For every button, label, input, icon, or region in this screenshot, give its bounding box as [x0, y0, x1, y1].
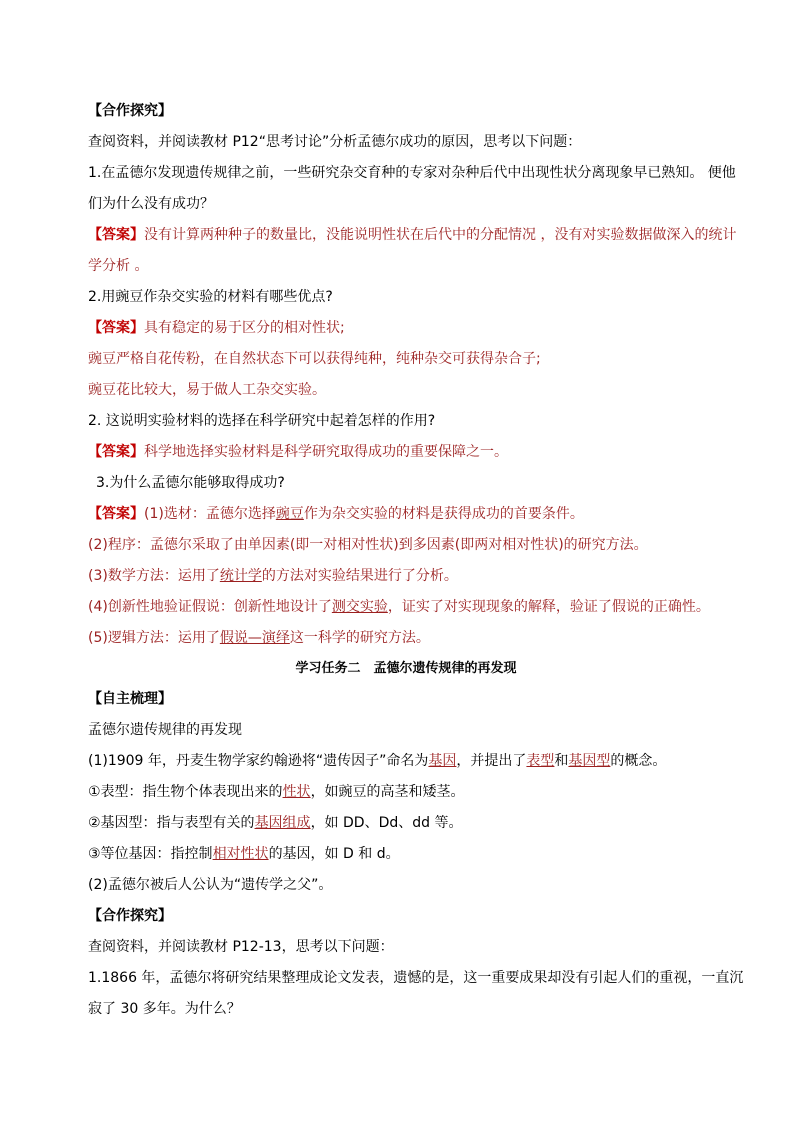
underlined-term: 基因组成 — [254, 815, 311, 831]
task-2-title: 学习任务二 孟德尔遗传规律的再发现 — [295, 661, 517, 676]
section-heading-cooperative-inquiry: 【合作探究】 — [88, 103, 172, 119]
answer-4-item-1-pre: (1)选材：孟德尔选择 — [144, 506, 276, 522]
answer-4-item-1 — [88, 499, 724, 530]
answer-4-item-1-post: 作为杂交实验的材料是获得成功的首要条件。 — [303, 506, 584, 522]
point-allele-post: 的基因，如 D 和 d。 — [268, 846, 400, 862]
answer-4-item-2: (2)程序：孟德尔采取了由单因素(即一对相对性状)到多因素(即两对相对性状)的研究方法。 — [88, 537, 648, 553]
answer-tag: 【答案】 — [88, 444, 144, 460]
section-heading-cooperative-inquiry-2: 【合作探究】 — [88, 908, 172, 924]
answer-tag: 【答案】 — [88, 227, 144, 243]
answer-4-item-3-pre: (3)数学方法：运用了 — [88, 568, 220, 584]
question-1-line-2: 们为什么没有成功？ — [88, 196, 214, 212]
answer-1-line-1 — [88, 220, 737, 251]
underlined-term: 相对性状 — [212, 846, 269, 862]
answer-2-line-1 — [88, 313, 724, 344]
point-genotype — [88, 808, 724, 839]
question-4: 3.为什么孟德尔能够取得成功? — [96, 475, 285, 491]
task-2-question-line-1: 1.1866 年，孟德尔将研究结果整理成论文发表，遗憾的是，这一重要成果却没有引起人们的重视，一直沉 — [88, 970, 744, 986]
point-2: (2)孟德尔被后人公认为“遗传学之父”。 — [88, 877, 333, 893]
point-allele-pre: ③等位基因：指控制 — [88, 846, 213, 862]
answer-1-line-2: 学分析 。 — [88, 258, 149, 274]
answer-tag: 【答案】 — [88, 506, 144, 522]
answer-1-text: 没有计算两种种子的数量比，没能说明性状在后代中的分配情况 ，没有对实验数据做深入的统计 — [144, 227, 737, 243]
point-allele — [88, 839, 724, 870]
underlined-term: 性状 — [282, 784, 311, 800]
underlined-term: 基因 — [428, 753, 457, 769]
answer-2-line-2: 豌豆严格自花传粉，在自然状态下可以获得纯种，纯种杂交可获得杂合子; — [88, 351, 541, 367]
answer-4-item-5-post: 这一科学的研究方法。 — [289, 630, 430, 646]
point-phenotype-post: ，如豌豆的高茎和矮茎。 — [310, 784, 465, 800]
answer-4-item-4-post: ，证实了对实现现象的解释，验证了假说的正确性。 — [387, 599, 710, 615]
answer-4-item-4 — [88, 592, 724, 623]
answer-4-item-5-pre: (5)逻辑方法：运用了 — [88, 630, 220, 646]
underlined-term: 假说—演绎 — [219, 630, 290, 646]
answer-4-item-3 — [88, 561, 724, 592]
point-1-pre: (1)1909 年，丹麦生物学家约翰逊将“遗传因子”命名为 — [88, 753, 429, 769]
point-1-post: 的概念。 — [610, 753, 667, 769]
section-heading-self-review: 【自主梳理】 — [88, 691, 172, 707]
task-2-question-line-2: 寂了 30 多年。为什么？ — [88, 1001, 241, 1017]
point-1 — [88, 746, 724, 777]
point-1-mid: ，并提出了 — [456, 753, 527, 769]
answer-3 — [88, 437, 724, 468]
underlined-term: 豌豆 — [275, 506, 304, 522]
answer-2-text: 具有稳定的易于区分的相对性状; — [144, 320, 345, 336]
intro-text-2: 查阅资料，并阅读教材 P12-13，思考以下问题： — [88, 939, 394, 955]
point-genotype-pre: ②基因型：指与表型有关的 — [88, 815, 255, 831]
point-phenotype-pre: ①表型：指生物个体表现出来的 — [88, 784, 283, 800]
underlined-term: 测交实验 — [331, 599, 388, 615]
question-2: 2.用豌豆作杂交实验的材料有哪些优点? — [88, 289, 333, 305]
underlined-term: 表型 — [526, 753, 555, 769]
answer-2-line-3: 豌豆花比较大，易于做人工杂交实验。 — [88, 382, 326, 398]
question-1-line-1: 1.在孟德尔发现遗传规律之前，一些研究杂交育种的专家对杂种后代中出现性状分离现象早已熟知。 便他 — [88, 165, 736, 181]
underlined-term: 统计学 — [219, 568, 262, 584]
point-genotype-post: ，如 DD、Dd、dd 等。 — [310, 815, 463, 831]
task-2-subtitle: 孟德尔遗传规律的再发现 — [88, 722, 242, 738]
answer-4-item-3-post: 的方法对实验结果进行了分析。 — [261, 568, 458, 584]
point-1-and: 和 — [554, 753, 569, 769]
answer-4-item-4-pre: (4)创新性地验证假说：创新性地设计了 — [88, 599, 332, 615]
answer-4-item-5 — [88, 623, 724, 654]
question-3: 2. 这说明实验材料的选择在科学研究中起着怎样的作用? — [88, 413, 436, 429]
point-phenotype — [88, 777, 724, 808]
intro-text: 查阅资料，并阅读教材 P12“思考讨论”分析孟德尔成功的原因，思考以下问题： — [88, 134, 582, 150]
underlined-term: 基因型 — [568, 753, 611, 769]
answer-tag: 【答案】 — [88, 320, 144, 336]
answer-3-text: 科学地选择实验材料是科学研究取得成功的重要保障之一。 — [144, 444, 508, 460]
document-page — [88, 96, 744, 1025]
